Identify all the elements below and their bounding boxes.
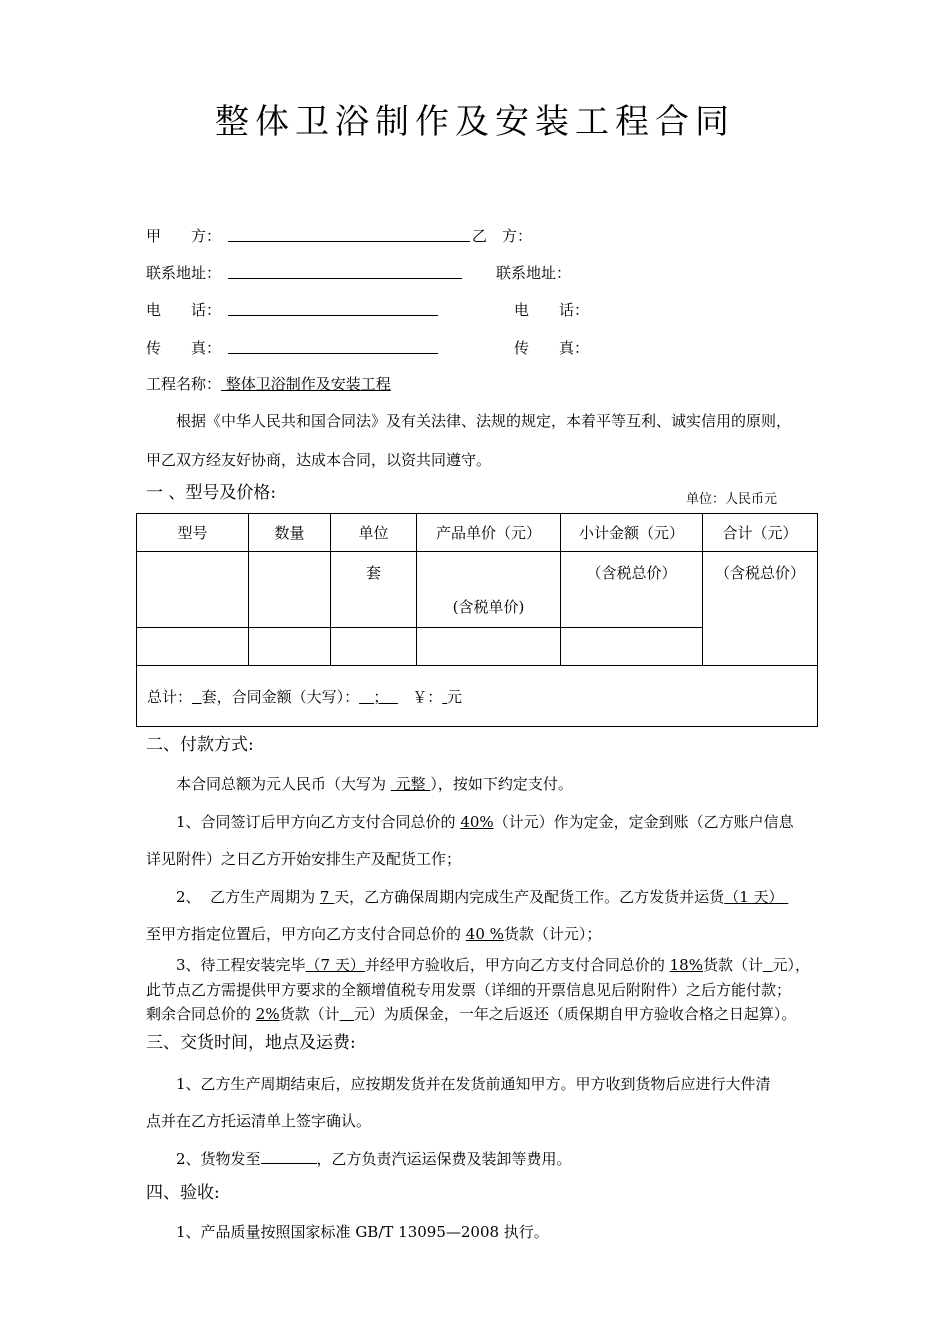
header-total: 合计（元） xyxy=(703,514,818,552)
clause-3-text-6: 元）为质保金，一年之后返还（质保期自甲方验收合格之日起算）。 xyxy=(353,1005,797,1023)
cell-unit-price[interactable] xyxy=(417,628,561,666)
section-4-heading: 四、验收: xyxy=(146,1183,220,1203)
clause-3-text: 3、待工程安装完毕 xyxy=(176,956,306,974)
delivery-clause-1-line-1: 1、乙方生产周期结束后，应按期发货并在发货前通知甲方。甲方收到货物后应进行大件清 xyxy=(176,1075,771,1093)
contract-title: 整体卫浴制作及安装工程合同 xyxy=(215,102,735,142)
summary-prefix: 总计： xyxy=(147,687,193,706)
contact-address-label-a: 联系地址： xyxy=(146,264,222,282)
clause-2-text-cont: 天，乙方确保周期内完成生产及配货工作。乙方发货并运货 xyxy=(334,888,725,906)
party-a-label: 甲 方： xyxy=(146,227,222,245)
delivery-destination-blank[interactable] xyxy=(261,1149,317,1164)
cell-quantity[interactable] xyxy=(249,552,331,628)
summary-sets-suffix: 套，合同金额（大写）： xyxy=(201,687,360,706)
header-model: 型号 xyxy=(137,514,249,552)
cell-model[interactable] xyxy=(137,552,249,628)
party-a-field[interactable] xyxy=(228,241,470,242)
clause-2-text-2: 至甲方指定位置后，甲方向乙方支付合同总价的 xyxy=(146,925,466,943)
sets-blank[interactable] xyxy=(192,688,202,706)
payment-clause-1-line-2: 详见附件）之日乙方开始安排生产及配货工作； xyxy=(146,850,462,868)
yen-suffix: 元 xyxy=(447,687,463,706)
phone-label-a: 电 话： xyxy=(146,301,222,319)
fax-field-a[interactable] xyxy=(228,353,438,354)
payment-clause-3-line-3 xyxy=(146,1004,796,1024)
header-unit-price: 产品单价（元） xyxy=(417,514,561,552)
clause-3-text-5: 货款（计 xyxy=(279,1005,340,1023)
phone-label-b: 电 话： xyxy=(514,301,590,319)
delivery-clause-1-line-2: 点并在乙方托运清单上签字确认。 xyxy=(146,1112,372,1130)
clause-2-text-3: 货款（计元）； xyxy=(503,925,602,943)
payment-clause-3-line-1 xyxy=(176,955,810,975)
contact-address-field-a[interactable] xyxy=(228,278,462,279)
clause-1-text-cont: （计元）作为定金，定金到账（乙方账户信息 xyxy=(493,813,794,831)
fax-label-a: 传 真： xyxy=(146,339,222,357)
intro-line-1: 根据《中华人民共和国合同法》及有关法律、法规的规定，本着平等互利、诚实信用的原则， xyxy=(176,412,792,430)
table-header-row xyxy=(137,514,818,552)
price-table xyxy=(136,513,818,727)
clause-3-text-4: 剩余合同总价的 xyxy=(146,1005,256,1023)
payment-clause-3-line-2: 此节点乙方需提供甲方要求的全额增值税专用发票（详细的开票信息见后附附件）之后方能付款； xyxy=(146,981,792,999)
cell-subtotal[interactable] xyxy=(561,628,703,666)
delivery-clause-2-suffix: ，乙方负责汽运运保费及装卸等费用。 xyxy=(316,1150,572,1168)
clause-1-text: 1、合同签订后甲方向乙方支付合同总价的 xyxy=(176,813,461,831)
delivery-clause-2-text: 2、货物发至 xyxy=(176,1150,261,1168)
cell-model[interactable] xyxy=(137,628,249,666)
clause-3-text-cont: 并经甲方验收后，甲方向乙方支付合同总价的 xyxy=(364,956,670,974)
cell-total[interactable]: （含税总价） xyxy=(703,552,818,666)
cell-unit-price[interactable]: (含税单价) xyxy=(417,552,561,628)
project-name-row xyxy=(146,374,391,394)
payment-total-suffix: ），按如下约定支付。 xyxy=(430,775,573,793)
payment-clause-2-line-1 xyxy=(176,887,788,907)
cell-subtotal[interactable]: （含税总价） xyxy=(561,552,703,628)
contact-address-label-b: 联系地址： xyxy=(496,264,572,282)
cell-unit[interactable] xyxy=(331,628,417,666)
section-1-heading: 一 、型号及价格: xyxy=(146,483,277,503)
cell-quantity[interactable] xyxy=(249,628,331,666)
payment-total-blank[interactable]: 元整 xyxy=(390,775,431,793)
party-b-label: 乙 方： xyxy=(472,227,533,245)
production-days: 7 xyxy=(319,888,335,906)
shipping-days: （1 天） xyxy=(724,888,789,906)
acceptance-percent: 18% xyxy=(669,956,703,974)
header-subtotal: 小计金额（元） xyxy=(561,514,703,552)
acceptance-amount-blank[interactable] xyxy=(763,956,773,974)
delivery-clause-2 xyxy=(176,1149,572,1169)
amount-in-words-blank[interactable]: ； xyxy=(359,687,398,706)
intro-line-2: 甲乙双方经友好协商，达成本合同，以资共同遵守。 xyxy=(146,451,492,469)
payment-clause-2-line-2 xyxy=(146,924,601,944)
section-3-heading: 三、交货时间，地点及运费: xyxy=(146,1033,356,1053)
warranty-percent: 2% xyxy=(255,1005,280,1023)
acceptance-clause-1: 1、产品质量按照国家标准 GB/T 13095—2008 执行。 xyxy=(176,1223,549,1241)
clause-2-text: 2、 乙方生产周期为 xyxy=(176,888,320,906)
clause-3-text-3: 元）， xyxy=(772,956,811,974)
summary-cell xyxy=(137,666,818,727)
deposit-percent: 40% xyxy=(460,813,494,831)
install-days: （7 天） xyxy=(305,956,365,974)
header-unit: 单位 xyxy=(331,514,417,552)
table-summary-row xyxy=(137,666,818,727)
payment-total-text: 本合同总额为元人民币（大写为 xyxy=(176,775,391,793)
phone-field-a[interactable] xyxy=(228,315,438,316)
section-2-heading: 二、付款方式: xyxy=(146,735,254,755)
clause-3-text-2: 货款（计 xyxy=(702,956,763,974)
project-name-value: 整体卫浴制作及安装工程 xyxy=(221,375,391,393)
cell-unit: 套 xyxy=(331,552,417,628)
yen-label: ￥： xyxy=(412,687,443,706)
payment-clause-1-line-1 xyxy=(176,812,794,832)
table-row xyxy=(137,552,818,628)
header-quantity: 数量 xyxy=(249,514,331,552)
unit-note: 单位：人民币元 xyxy=(686,492,778,507)
project-name-label: 工程名称： xyxy=(146,375,222,393)
delivery-payment-percent: 40 % xyxy=(465,925,504,943)
warranty-amount-blank[interactable] xyxy=(340,1005,354,1023)
payment-total-line xyxy=(176,774,573,794)
fax-label-b: 传 真： xyxy=(514,339,590,357)
